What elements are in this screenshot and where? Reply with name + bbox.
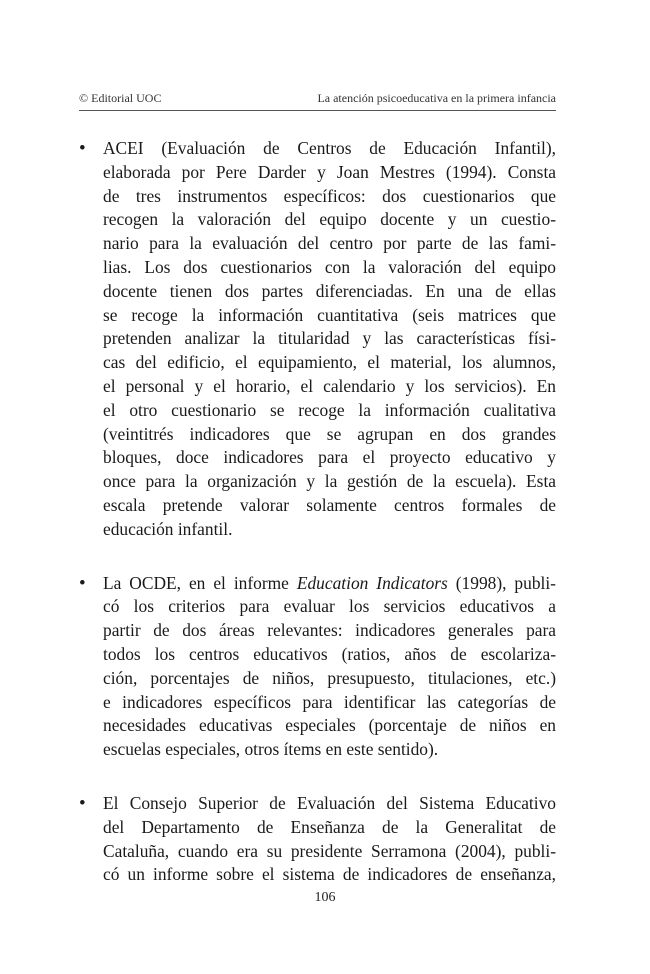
text-line: lias. Los dos cuestionarios con la valoración del equipo — [103, 256, 556, 277]
text-line: El Consejo Superior de Evaluación del Sistema Educativo — [103, 792, 556, 813]
report-title: Education Indicators — [296, 572, 448, 593]
text-line: partir de dos áreas relevantes: indicadores generales para — [103, 620, 556, 641]
running-header — [79, 91, 556, 111]
header-book-title: La atención psicoeducativa en la primera infancia — [317, 91, 556, 105]
text-line: recogen la valoración del equipo docente y un cuestio- — [103, 209, 556, 230]
text-line: escala pretende valorar solamente centros formales de — [103, 494, 556, 515]
text-line: elaborada por Pere Darder y Joan Mestres (1994). Consta — [103, 161, 556, 182]
text-line: cas del edificio, el equipamiento, el material, los alumnos, — [103, 352, 556, 373]
text-line: Cataluña, cuando era su presidente Serramona (2004), publi- — [103, 840, 556, 861]
text-line: el personal y el horario, el calendario y los servicios). En — [103, 375, 556, 396]
text-line: docente tienen dos partes diferenciadas. En una de ellas — [103, 280, 556, 301]
text-line: có un informe sobre el sistema de indicadores de enseñanza, — [103, 864, 556, 885]
text-line: e indicadores específicos para identificar las categorías de — [103, 691, 556, 712]
text-line: ACEI (Evaluación de Centros de Educación Infantil), — [103, 138, 556, 158]
page-number: 106 — [314, 890, 336, 905]
text-fragment: (1998), publi- — [447, 572, 556, 593]
text-line: pretenden analizar la titularidad y las características físi- — [103, 328, 556, 349]
text-fragment: La OCDE, en el informe — [103, 572, 297, 593]
bullet-item-ocde — [79, 572, 556, 762]
bullet-item-acei — [79, 137, 556, 542]
bullet-icon: • — [79, 572, 86, 594]
bullet-text — [103, 572, 556, 762]
bullet-item-consejo — [79, 792, 556, 887]
text-line: có los criterios para evaluar los servicios educativos a — [103, 596, 556, 617]
bullet-icon: • — [79, 138, 86, 159]
text-line: ción, porcentajes de niños, presupuesto, titulaciones, etc.) — [103, 667, 556, 688]
bullet-text — [103, 792, 556, 887]
text-line: once para la organización y la gestión de la escuela). Esta — [103, 471, 556, 492]
text-line: de tres instrumentos específicos: dos cuestionarios que — [103, 185, 556, 206]
header-publisher: © Editorial UOC — [79, 91, 162, 105]
bullet-icon: • — [79, 792, 86, 814]
text-line: educación infantil. — [103, 518, 233, 539]
text-line: necesidades educativas especiales (porcentaje de niños en — [103, 715, 556, 736]
text-line: bloques, doce indicadores para el proyecto educativo y — [103, 447, 556, 468]
text-line: (veintitrés indicadores que se agrupan en dos grandes — [103, 423, 556, 444]
page-body — [79, 137, 556, 917]
text-line: escuelas especiales, otros ítems en este sentido). — [103, 739, 439, 760]
text-line: nario para la evaluación del centro por parte de las fami- — [103, 233, 556, 254]
text-line-first — [103, 572, 556, 596]
text-line: el otro cuestionario se recoge la información cualitativa — [103, 399, 556, 420]
text-line: del Departamento de Enseñanza de la Generalitat de — [103, 816, 556, 837]
text-line: se recoge la información cuantitativa (seis matrices que — [103, 304, 556, 325]
bullet-text — [103, 137, 556, 542]
text-line: todos los centros educativos (ratios, años de escolariza- — [103, 643, 556, 664]
